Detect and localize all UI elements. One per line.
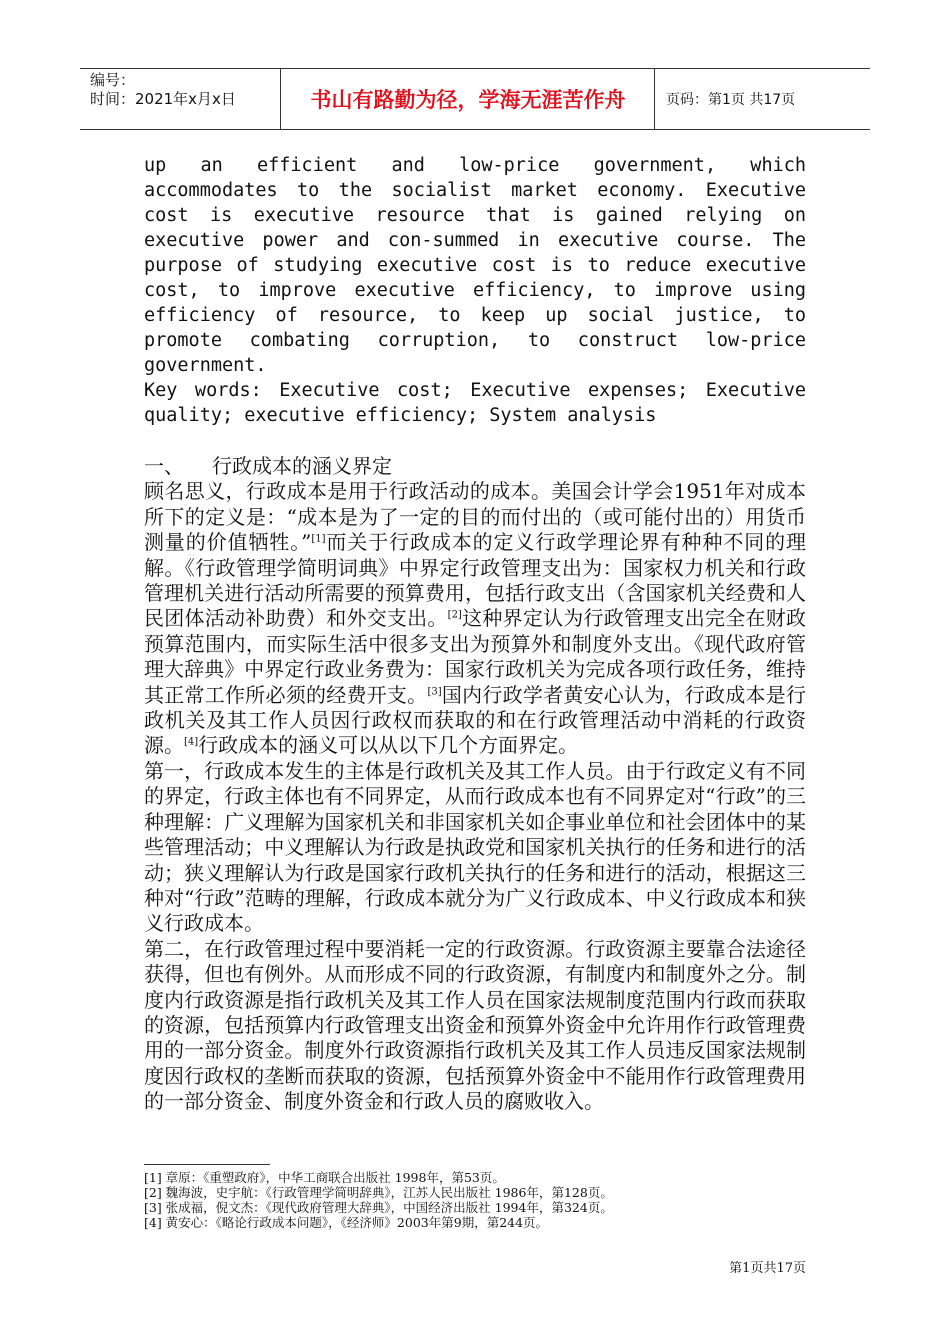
footnote-ref[interactable]: [2] — [447, 609, 462, 621]
section-heading — [144, 454, 806, 479]
footnote-4: [4] 黄安心：《略论行政成本问题》，《经济师》2003年第9期，第244页。 — [144, 1215, 549, 1230]
para-text: 这种界定认为行政管理支出完全在财政预算范围内，而实际生活中很多支出为预算外和制度外支出。《现代政府管理大辞典》中界定行政业务费为：国家行政机关为完成各项行政任务，维持其正常工作所必须的经费开支。 — [144, 606, 807, 707]
para-text: 行政成本的涵义可以从以下几个方面界定。 — [198, 733, 579, 758]
keywords-english: Key words: Executive cost; Executive expenses; Executive quality; executive efficiency; System analysis — [144, 380, 806, 426]
footnote-ref[interactable]: [1] — [311, 533, 326, 545]
para-text: 国内行政学者黄安心认为，行政成本是行政机关及其工作人员因行政权而获取的和在行政管理活动中消耗的行政资源。 — [144, 682, 807, 758]
paragraph-second-point: 第二，在行政管理过程中要消耗一定的行政资源。行政资源主要靠合法途径获得，但也有例外。从而形成不同的行政资源，有制度内和制度外之分。制度内行政资源是指行政机关及其工作人员在国家法规制度范围内行政而获取的资源，包括预算内行政管理支出资金和预算外资金中允许用作行政管理费用的一部分资金。制度外行政资源指行政机关及其工作人员违反国家法规制度因行政权的垄断而获取的资源，包括预算外资金中不能用作行政管理费用的一部分资金、制度外资金和行政人员的腐败收入。 — [144, 936, 806, 1114]
header-meta — [90, 71, 280, 109]
time-label: 时间：2021年x月x日 — [90, 90, 236, 108]
header-divider — [280, 69, 281, 129]
header-motto: 书山有路勤为径，学海无涯苦作舟 — [310, 88, 626, 112]
page-header — [80, 68, 870, 130]
page-number: 第1页共17页 — [729, 1261, 806, 1276]
spacer — [144, 428, 806, 454]
header-page-label: 页码：第1页 共17页 — [666, 92, 796, 108]
footnote-ref[interactable]: [4] — [184, 736, 199, 748]
footnote-2: [2] 魏海波，史宇航：《行政管理学简明辞典》，江苏人民出版社 1986年，第128页。 — [144, 1185, 613, 1200]
footnote-1: [1] 章原：《重塑政府》，中华工商联合出版社 1998年，第53页。 — [144, 1170, 505, 1185]
section-number: 一、 — [144, 454, 184, 478]
footnote-separator — [144, 1164, 270, 1165]
para-text: 顾名思义，行政成本是用于行政活动的成本。美国会计学会1951年对成本所下的定义是：“成本是为了一定的目的而付出的（或可能付出的）用货币测量的价值牺牲。” — [144, 479, 806, 555]
header-divider — [654, 69, 655, 129]
footnote-3: [3] 张成福，倪文杰：《现代政府管理大辞典》，中国经济出版社 1994年，第324页。 — [144, 1200, 613, 1215]
number-label: 编号： — [90, 71, 136, 89]
abstract-english: up an efficient and low-price government, which accommodates to the socialist market economy. Executive cost is executive resource that is gained relying on executive power and con-summed in executive course. The purpose of studying executive cost is to reduce executive cost, to improve executive efficiency, to improve using efficiency of resource, to keep up social justice, to promote combating corruption, to construct low-price government. — [144, 155, 806, 376]
para-text: 而关于行政成本的定义行政学理论界有种种不同的理解。《行政管理学简明词典》中界定行政管理支出为：国家权力机关和行政管理机关进行活动所需要的预算费用，包括行政支出（含国家机关经费和人民团体活动补助费）和外交支出。 — [144, 530, 807, 631]
section-title: 行政成本的涵义界定 — [212, 454, 392, 478]
paragraph-first-point: 第一，行政成本发生的主体是行政机关及其工作人员。由于行政定义有不同的界定，行政主体也有不同界定，从而行政成本也有不同界定对“行政”的三种理解：广义理解为国家机关和非国家机关如企事业单位和社会团体中的某些管理活动；中义理解认为行政是执政党和国家机关执行的任务和进行的活动；狭义理解认为行政是国家行政机关执行的任务和进行的活动，根据这三种对“行政”范畴的理解，行政成本就分为广义行政成本、中义行政成本和狭义行政成本。 — [144, 758, 806, 936]
footnote-ref[interactable]: [3] — [427, 686, 442, 697]
document-body — [144, 153, 806, 1115]
paragraph-definition — [144, 479, 806, 758]
footnotes — [144, 1170, 806, 1230]
